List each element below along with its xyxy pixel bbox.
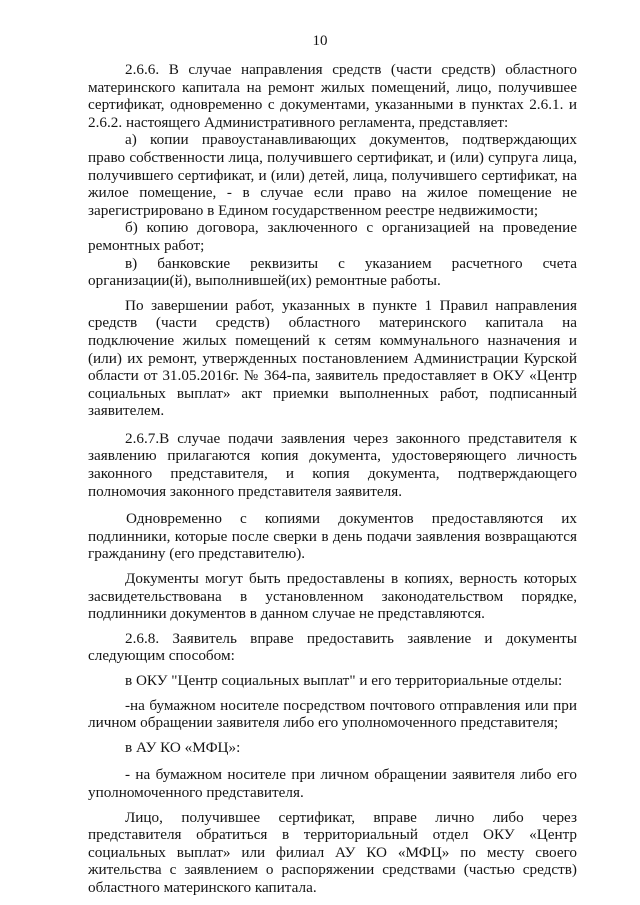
paragraph-originals: Одновременно с копиями документов предоставляются их подлинники, которые после сверки в день подачи заявления возвращаются гражданину (его представителю). [88, 510, 577, 563]
paragraph-copies: Документы могут быть предоставлены в копиях, верность которых засвидетельствована в установленном законодательством порядке, подлинники документов в данном случае не представляются. [88, 570, 577, 623]
paragraph-paper-personal: - на бумажном носителе при личном обращении заявителя либо его уполномоченного представителя. [88, 766, 577, 801]
paragraph-paper-mail: -на бумажном носителе посредством почтового отправления или при личном обращении заявителя либо его уполномоченного представителя; [88, 696, 577, 732]
paragraph-works-completion: По завершении работ, указанных в пункте 1 Правил направления средств (части средств) областного материнского капитала на подключение жилых помещений к сетям коммунального назначения и (или) их ремонт, утвержденных постановлением Администрации Курской области от 31.05.2016г. № 364-па, заявитель предоставляет в ОКУ «Центр социальных выплат» акт приемки выполненных работ, подписанный заявителем. [88, 296, 577, 420]
paragraph-mfc-channel: в АУ КО «МФЦ»: [125, 738, 241, 756]
paragraph-2-6-8: 2.6.8. Заявитель вправе предоставить заявление и документы следующим способом: [88, 629, 577, 665]
paragraph-certificate-holder: Лицо, получившее сертификат, вправе лично либо через представителя обратиться в территориальный отдел ОКУ «Центр социальных выплат» или филиал АУ КО «МФЦ» по месту своего жительства с заявлением о распоряжении средствами (частью средств) областного материнского капитала. [88, 808, 577, 896]
paragraph-oku-channel: в ОКУ "Центр социальных выплат" и его территориальные отделы: [125, 672, 563, 689]
paragraph-item-v: в) банковские реквизиты с указанием расчетного счета организации(й), выполнившей(их) ремонтные работы. [88, 254, 577, 290]
paragraph-2-6-7: 2.6.7.В случае подачи заявления через законного представителя к заявлению прилагаются копия документа, удостоверяющего личность законного представителя, и копия документа, подтверждающего полномочия законного представителя заявителя. [88, 429, 577, 500]
paragraph-item-b: б) копию договора, заключенного с организацией на проведение ремонтных работ; [88, 219, 577, 254]
document-body [88, 61, 577, 897]
paragraph-item-a: а) копии правоустанавливающих документов, подтверждающих право собственности лица, получившего сертификат, и (или) супруга лица, получившего сертификат, и (или) детей, лица, получившего сертификат, на жилое помещение, - в случае если право на жилое помещение не зарегистрировано в Едином государственном реестре недвижимости; [88, 131, 577, 219]
paragraph-2-6-6: 2.6.6. В случае направления средств (части средств) областного материнского капитала на ремонт жилых помещений, лицо, получившее сертификат, одновременно с документами, указанными в пунктах 2.6.1. и 2.6.2. настоящего Административного регламента, представляет: [88, 61, 577, 131]
page-number: 10 [312, 33, 328, 49]
